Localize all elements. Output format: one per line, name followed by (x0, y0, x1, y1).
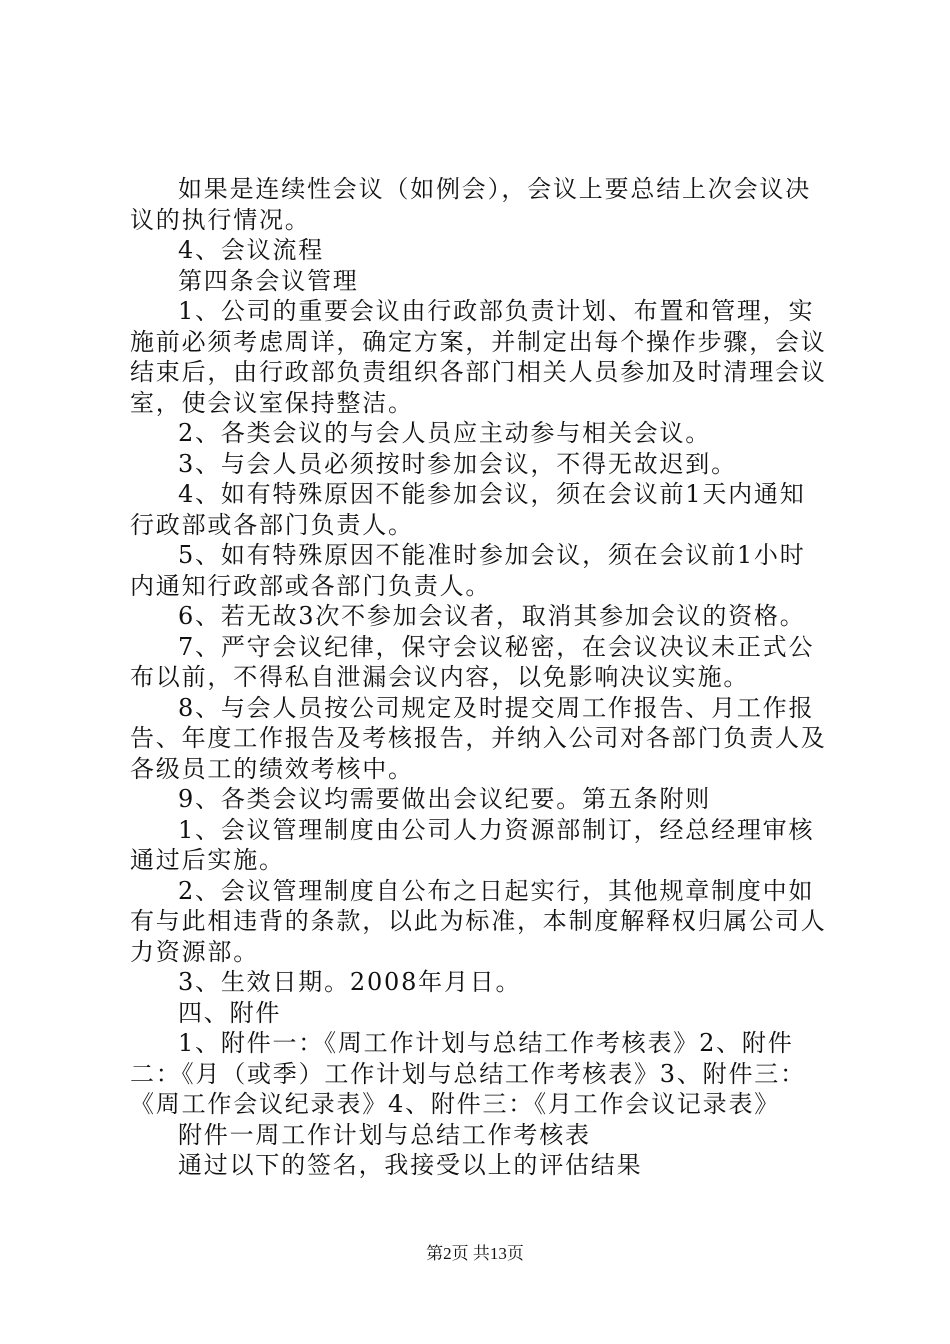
paragraph-article-four-heading: 第四条会议管理 (178, 266, 359, 295)
paragraph-item-6: 6、若无故3次不参加会议者，取消其参加会议的资格。 (178, 602, 806, 630)
paragraph-supplementary-1: 1、会议管理制度由公司人力资源部制订，经总经理审核通过后实施。 (130, 815, 815, 874)
page-footer (0, 1243, 950, 1265)
paragraph-attachment-one-title: 附件一周工作计划与总结工作考核表 (178, 1120, 591, 1149)
paragraph-supplementary-2: 2、会议管理制度自公布之日起实行，其他规章制度中如有与此相违背的条款，以此为标准，本制度解释权归属公司人力资源部。 (130, 876, 827, 966)
document-body (130, 174, 830, 1181)
paragraph-item-9: 9、各类会议均需要做出会议纪要。第五条附则 (178, 785, 712, 813)
paragraph-attachments-list: 1、附件一：《周工作计划与总结工作考核表》2、附件二：《月（或季）工作计划与总结工作考核表》3、附件三：《周工作会议纪录表》4、附件三：《月工作会议记录表》 (130, 1029, 806, 1118)
paragraph-item-2: 2、各类会议的与会人员应主动参与相关会议。 (178, 419, 712, 447)
paragraph-attachments-heading: 四、附件 (178, 998, 282, 1027)
paragraph-item-1: 1、公司的重要会议由行政部负责计划、布置和管理，实施前必须考虑周详，确定方案，并制定出每个操作步骤，会议结束后，由行政部负责组织各部门相关人员参加及时清理会议室，使会议室保持整洁。 (130, 297, 827, 417)
paragraph-signature-note: 通过以下的签名，我接受以上的评估结果 (178, 1151, 643, 1179)
paragraph-effective-date: 3、生效日期。2008年月日。 (178, 968, 522, 996)
paragraph-item-8: 8、与会人员按公司规定及时提交周工作报告、月工作报告、年度工作报告及考核报告，并纳入公司对各部门负责人及各级员工的绩效考核中。 (130, 693, 827, 783)
page-number-label: 第2页 共13页 (426, 1244, 524, 1263)
paragraph-meeting-process: 4、会议流程 (178, 236, 325, 264)
paragraph-item-3: 3、与会人员必须按时参加会议，不得无故迟到。 (178, 449, 737, 478)
paragraph-item-5: 5、如有特殊原因不能准时参加会议，须在会议前1小时内通知行政部或各部门负责人。 (130, 541, 806, 600)
paragraph-continuing-meetings: 如果是连续性会议（如例会），会议上要总结上次会议决议的执行情况。 (130, 175, 811, 234)
paragraph-item-4: 4、如有特殊原因不能参加会议，须在会议前1天内通知行政部或各部门负责人。 (130, 480, 806, 539)
paragraph-item-7: 7、严守会议纪律，保守会议秘密，在会议决议未正式公布以前，不得私自泄漏会议内容，以免影响决议实施。 (130, 632, 815, 691)
